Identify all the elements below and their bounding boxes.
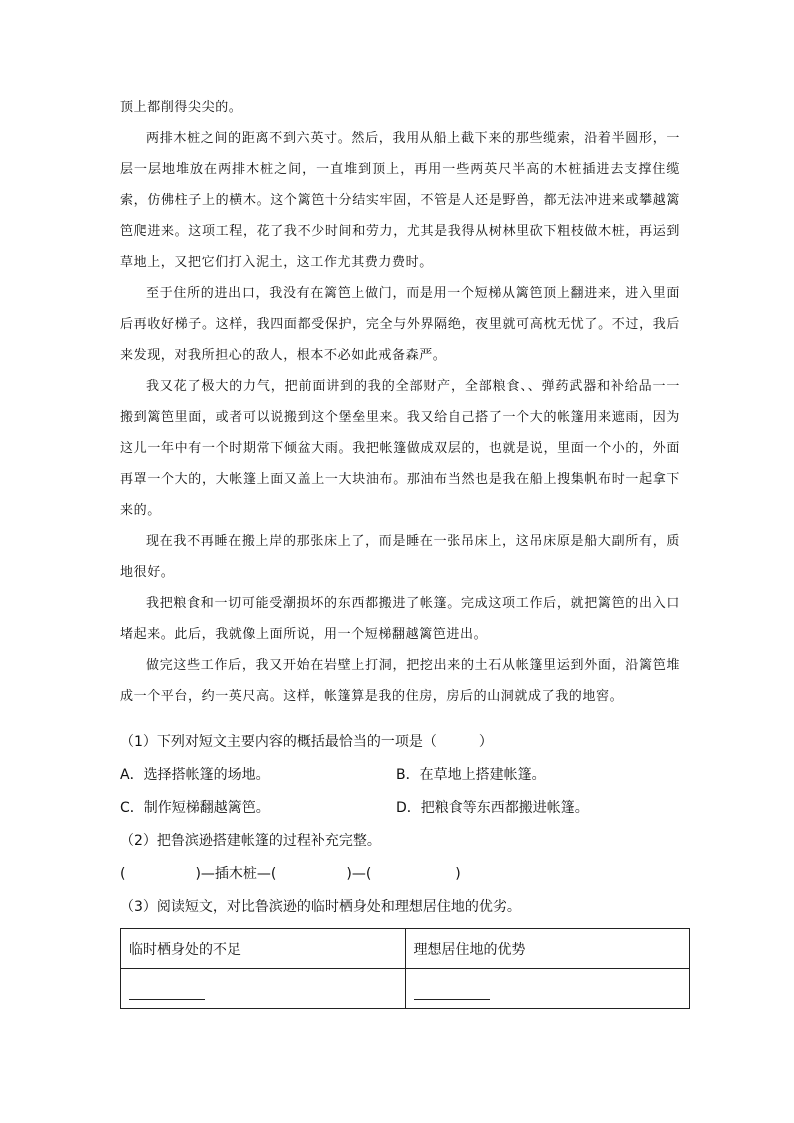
reading-passage: [120, 92, 680, 712]
question-1-options-row-1: [120, 763, 690, 787]
option-b[interactable]: B．在草地上搭建帐篷。: [396, 767, 546, 783]
answer-cell-left[interactable]: [121, 969, 406, 1009]
passage-paragraph: 做完这些工作后，我又开始在岩壁上打洞，把挖出来的土石从帐篷里运到外面，沿篱笆堆成一个平台，约一英尺高。这样，帐篷算是我的住房，房后的山洞就成了我的地窖。: [120, 658, 680, 704]
question-1-options-row-2: [120, 796, 690, 820]
table-header-left: 临时栖身处的不足: [121, 929, 406, 969]
table-row: [121, 969, 690, 1009]
table-header-right: 理想居住地的优势: [405, 929, 690, 969]
question-2-stem: （2）把鲁滨逊搭建帐篷的过程补充完整。: [120, 833, 381, 849]
passage-paragraph: 我把粮食和一切可能受潮损坏的东西都搬进了帐篷。完成这项工作后，就把篱笆的出入口堵起来。此后，我就像上面所说，用一个短梯翻越篱笆进出。: [120, 596, 680, 642]
question-section: [120, 730, 690, 1009]
answer-cell-right[interactable]: [405, 969, 690, 1009]
option-a[interactable]: A．选择搭帐篷的场地。: [120, 767, 270, 783]
answer-blank-line: [129, 985, 205, 1000]
passage-paragraph: 顶上都削得尖尖的。: [120, 100, 243, 115]
passage-paragraph: 我又花了极大的力气，把前面讲到的我的全部财产，全部粮食、、弹药武器和补给品一一搬到篱笆里面，或者可以说搬到这个堡垒里来。我又给自己搭了一个大的帐篷用来遮雨，因为这儿一年中有一个时期常下倾盆大雨。我把帐篷做成双层的，也就是说，里面一个小的，外面再罩一个大的，大帐篷上面又盖上一大块油布。那油布当然也是我在船上搜集帆布时一起拿下来的。: [120, 379, 680, 518]
passage-paragraph: 两排木桩之间的距离不到六英寸。然后，我用从船上截下来的那些缆索，沿着半圆形，一层一层地堆放在两排木桩之间，一直堆到顶上，再用一些两英尺半高的木桩插进去支撑住缆索，仿佛柱子上的横木。这个篱笆十分结实牢固，不管是人还是野兽，都无法冲进来或攀越篱笆爬进来。这项工程，花了我不少时间和劳力，尤其是我得从树林里砍下粗枝做木桩，再运到草地上，又把它们打入泥土，这工作尤其费力费时。: [120, 131, 680, 270]
answer-blank-line: [414, 985, 490, 1000]
option-c[interactable]: C．制作短梯翻越篱笆。: [120, 800, 270, 816]
table-header-row: [121, 929, 690, 969]
comparison-table: [120, 928, 690, 1009]
passage-paragraph: 至于住所的进出口，我没有在篱笆上做门，而是用一个短梯从篱笆顶上翻进来，进入里面后再收好梯子。这样，我四面都受保护，完全与外界隔绝，夜里就可高枕无忧了。不过，我后来发现，对我所担心的敌人，根本不必如此戒备森严。: [120, 286, 680, 363]
passage-paragraph: 现在我不再睡在搬上岸的那张床上了，而是睡在一张吊床上，这吊床原是船大副所有，质地很好。: [120, 534, 680, 580]
question-1-stem: （1）下列对短文主要内容的概括最恰当的一项是（ ）: [120, 734, 493, 750]
process-fill-blanks[interactable]: ( )—插木桩—( )—( ): [120, 866, 461, 882]
option-d[interactable]: D．把粮食等东西都搬进帐篷。: [396, 800, 589, 816]
question-3-stem: （3）阅读短文，对比鲁滨逊的临时栖身处和理想居住地的优劣。: [120, 899, 521, 915]
question-2-fill-in[interactable]: [120, 862, 690, 886]
